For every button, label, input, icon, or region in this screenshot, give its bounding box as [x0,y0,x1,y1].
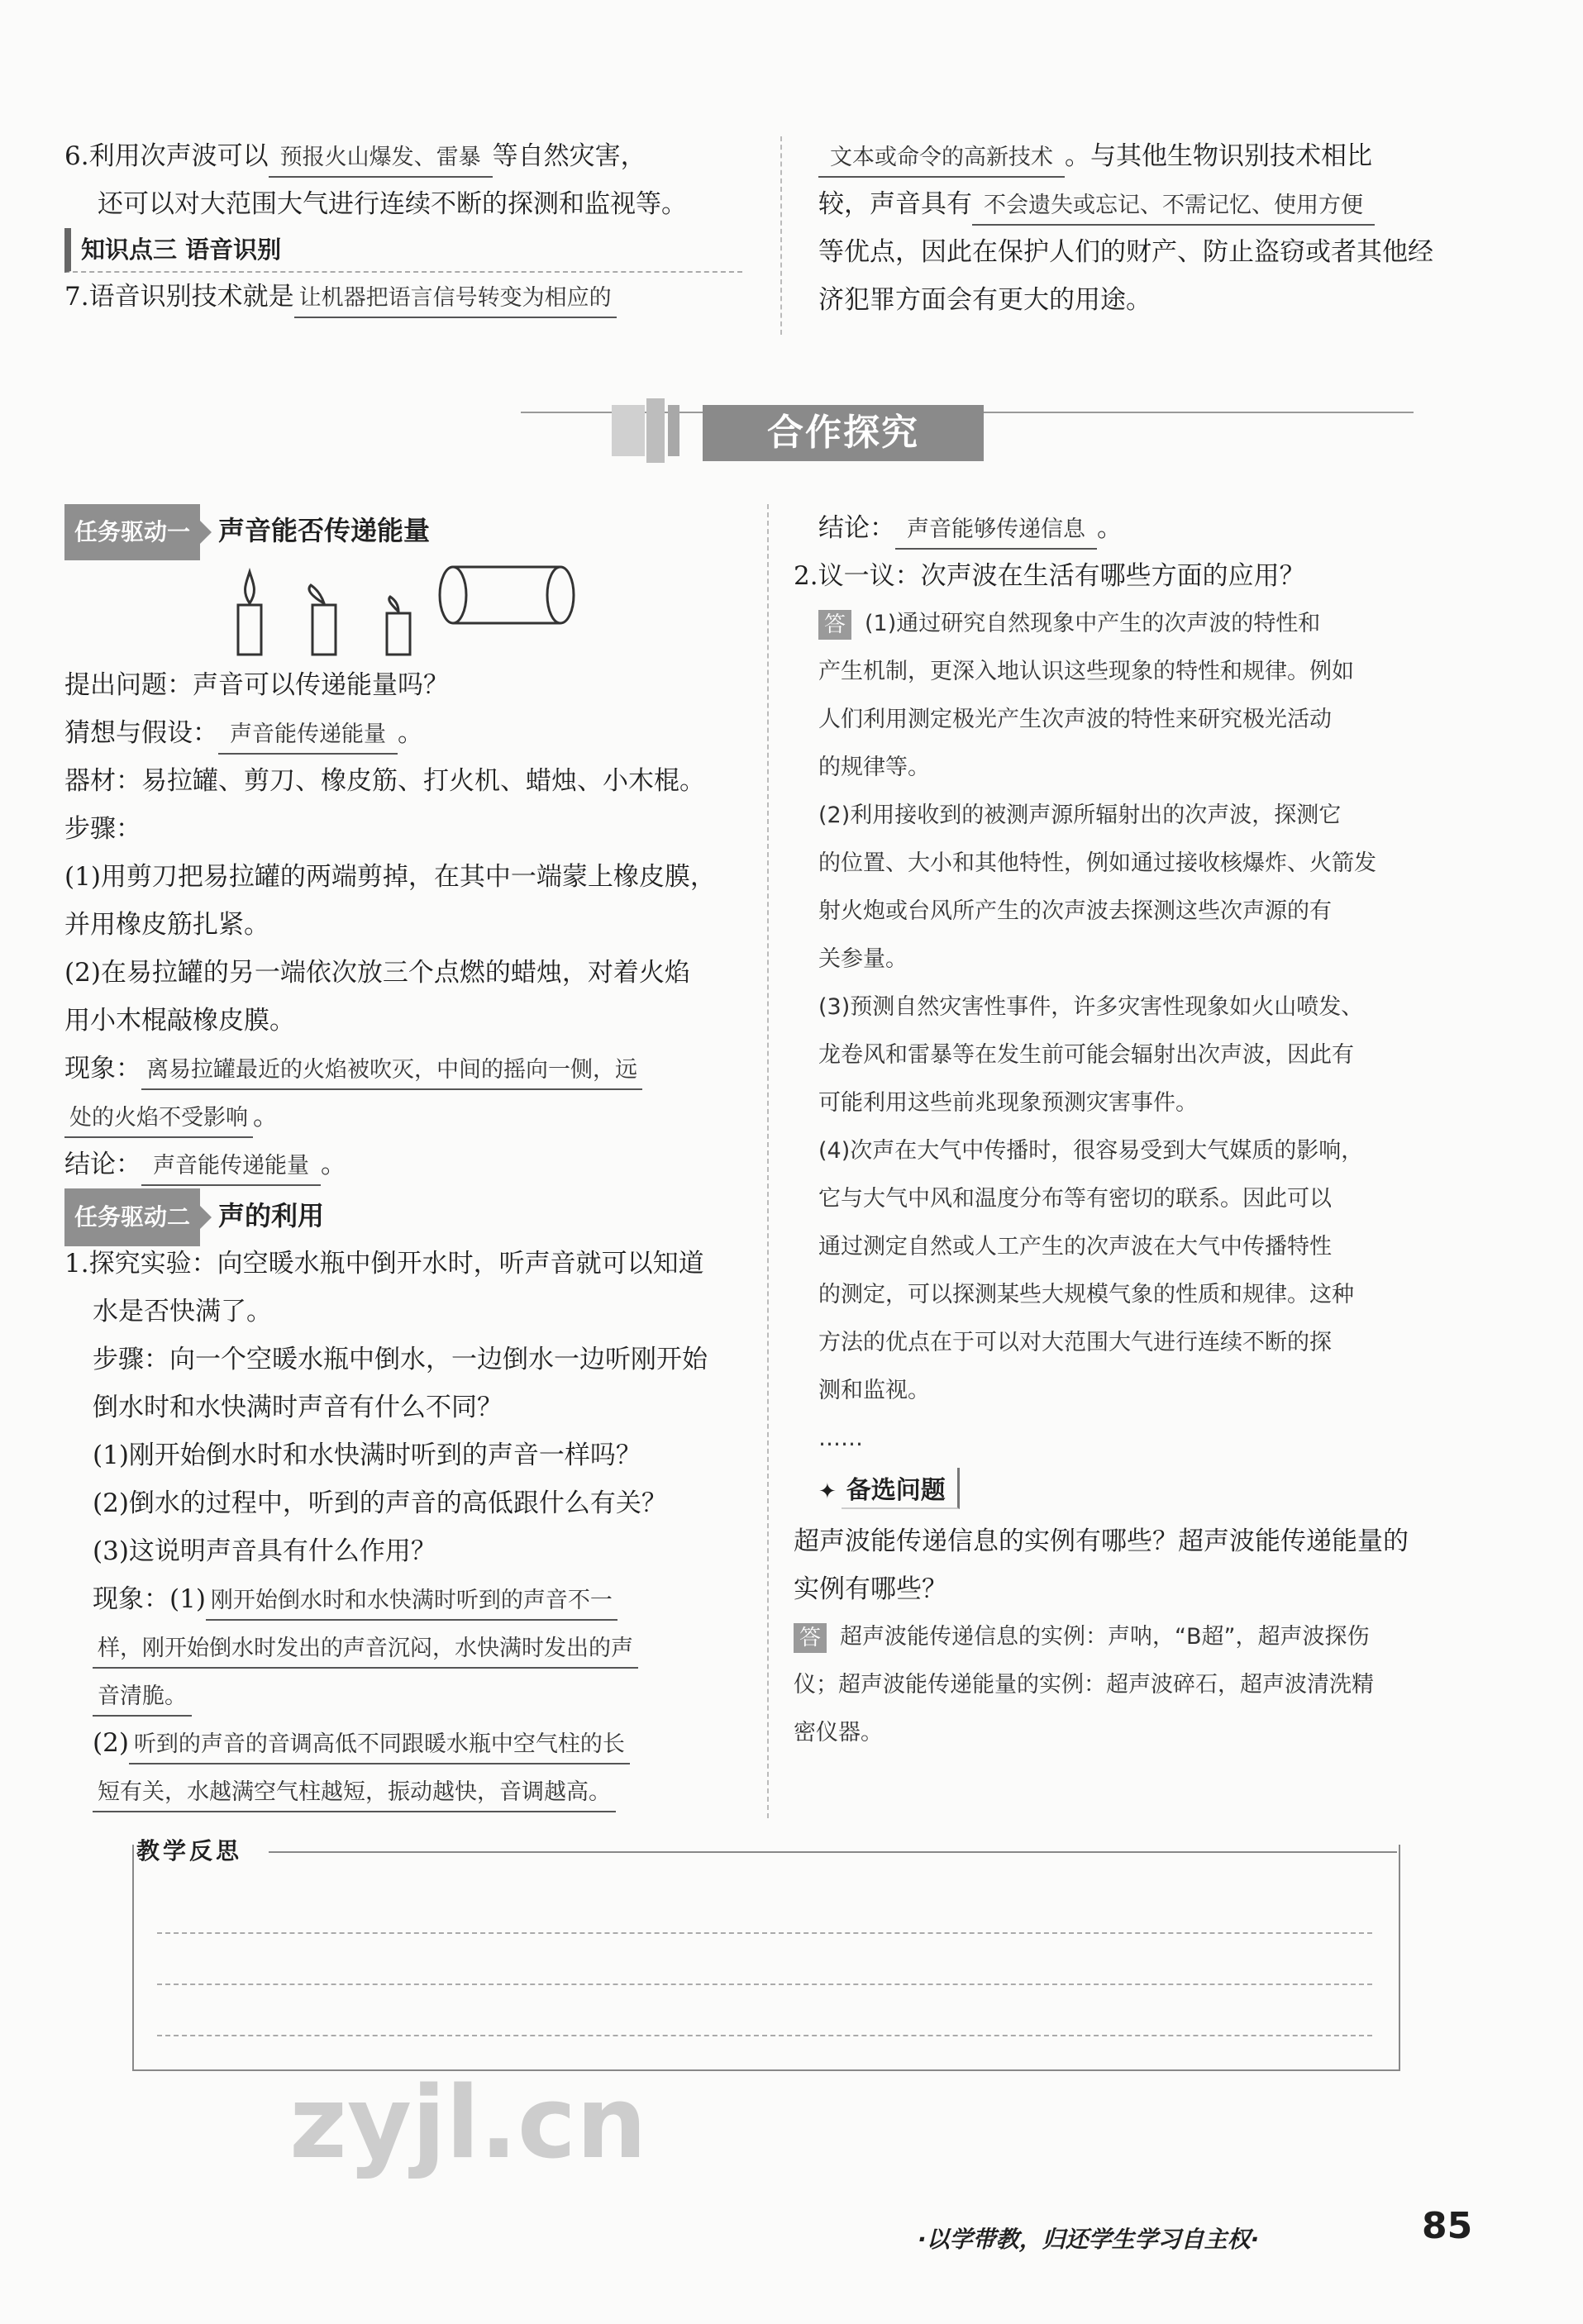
q7-text: 7.语音识别技术就是 [64,282,294,312]
concl-label: 结论： [64,1150,141,1179]
phen-answer-1: 离易拉罐最近的火焰被吹灭，中间的摇向一侧，远 [141,1052,642,1090]
reflection-top-line [269,1851,1397,1853]
spare-answer-block [794,1613,1480,1757]
task2-phen-label: 现象：(1) [93,1584,206,1614]
task2-concl-end: 。 [1097,513,1123,543]
q7-cont-line1 [818,132,1480,180]
reflection-line-2 [157,1983,1372,1985]
q6-line1 [64,132,742,180]
q7-line [64,273,742,321]
task2-phen2-label: (2) [93,1728,129,1758]
q6-answer: 预报火山爆发、雷暴 [269,140,493,178]
reflection-line-3 [157,2035,1372,2036]
q2-a1-line2: 产生机制，更深入地认识这些现象的特性和规律。例如 [818,659,1354,684]
spare-a-line3: 密仪器。 [794,1720,883,1745]
q2-a4-line5: 方法的优点在于可以对大范围大气进行连续不断的探 [818,1330,1332,1355]
spare-questions-title: 备选问题 [842,1468,960,1509]
q7-cont-line4: 济犯罪方面会有更大的用途。 [818,285,1151,315]
q6-text: 6.利用次声波可以 [64,141,269,171]
q7-answer-cont: 文本或命令的高新技术 [818,140,1065,178]
concl-answer: 声音能传递能量 [141,1148,321,1186]
task2-phen2-answer-2: 短有关，水越满空气柱越短，振动越快，音调越高。 [93,1774,616,1812]
spare-answer-badge: 答 [794,1623,827,1653]
q7-cont-line2 [818,180,1480,228]
task2-sub1: (1)刚开始倒水时和水快满时听到的声音一样吗？ [93,1441,641,1470]
reflection-line-1 [157,1932,1372,1934]
top-right-block [818,132,1480,324]
banner-decoration-icon [595,393,694,468]
banner-rule-right [984,412,1414,413]
task2-phen1-cont [64,1623,742,1671]
teaching-reflection-title: 教学反思 [136,1837,243,1864]
task1-step2: (2)在易拉罐的另一端依次放三个点燃的蜡烛，对着火焰 [64,958,690,988]
q7-answer: 让机器把语言信号转变为相应的 [294,280,617,318]
left-column [64,504,742,1815]
q6-text-end: 等自然灾害， [492,141,646,171]
q7-cont-line3: 等优点，因此在保护人们的财产、防止盗窃或者其他经 [818,237,1433,267]
q2-a4-line6: 测和监视。 [818,1378,930,1403]
task1-step2-cont: 用小木棍敲橡皮膜。 [64,1006,295,1036]
q6-line2: 还可以对大范围大气进行连续不断的探测和监视等。 [98,189,687,219]
task2-phen1-answer: 刚开始倒水时和水快满时听到的声音不一 [206,1583,617,1621]
concl-end: 。 [321,1150,346,1179]
spare-a-line2: 仪；超声波能传递能量的实例：超声波碎石，超声波清洗精 [794,1672,1374,1698]
spare-q-line2: 实例有哪些？ [794,1574,947,1604]
phen-label: 现象： [64,1054,141,1083]
task2-title: 声的利用 [218,1200,325,1231]
task2-heading [64,1188,742,1240]
task2-phen1-cont2 [64,1671,742,1719]
q2-a2-line3: 射火炮或台风所产生的次声波去探测这些次声源的有 [818,898,1332,924]
answer-badge: 答 [818,610,851,640]
q7-text-cont2: 较，声音具有 [818,189,972,219]
task1-equipment: 器材：易拉罐、剪刀、橡皮筋、打火机、蜡烛、小木棍。 [64,766,705,796]
watermark-large: zyjl.cn [289,2066,647,2181]
guess-end: 。 [398,718,423,748]
task1-question: 提出问题：声音可以传递能量吗？ [64,670,449,700]
page-number: 85 [1422,2205,1473,2247]
q2-a1-line3: 人们利用测定极光产生次声波的特性来研究极光活动 [818,707,1332,732]
task2-q1: 1.探究实验：向空暖水瓶中倒开水时，听声音就可以知道 [64,1249,704,1279]
task2-phen1-answer-3: 音清脆。 [93,1679,192,1717]
q2-a2-line2: 的位置、大小和其他特性，例如通过接收核爆炸、火箭发 [818,850,1376,876]
guess-answer: 声音能传递能量 [218,717,398,755]
q2-answer-block [818,600,1480,1463]
q2-a4-line3: 通过测定自然或人工产生的次声波在大气中传播特性 [818,1234,1332,1260]
task1-label: 任务驱动一 [64,504,200,560]
task2-phen2-cont [64,1767,742,1815]
q2-a4-line2: 它与大气中风和温度分布等有密切的联系。因此可以 [818,1186,1332,1212]
q2-a2-line4: 关参量。 [818,946,908,972]
spare-questions-heading [818,1468,1480,1509]
task1-phenomenon [64,1045,742,1093]
q2-a2-line1: (2)利用接收到的被测声源所辐射出的次声波，探测它 [818,802,1342,828]
task2-steps: 步骤：向一个空暖水瓶中倒水，一边倒水一边听刚开始 [93,1345,708,1374]
guess-label: 猜想与假设： [64,718,218,748]
footer-motto: ·以学带教，归还学生学习自主权· [918,2226,1260,2253]
q2-a4-line1: (4)次声在大气中传播时，很容易受到大气媒质的影响， [818,1138,1364,1164]
q2-a1-line4: 的规律等。 [818,755,930,780]
phen-end: 。 [253,1102,279,1131]
q2-a3-line2: 龙卷风和雷暴等在发生前可能会辐射出次声波，因此有 [818,1042,1354,1068]
task1-heading [64,504,742,554]
task2-concl-answer: 声音能够传递信息 [895,512,1097,550]
right-column [794,504,1480,1757]
task2-phen2 [64,1719,742,1767]
task2-conclusion [818,504,1480,552]
q2-ellipsis: …… [818,1426,863,1451]
task1-phenomenon-cont [64,1093,742,1141]
teaching-reflection-box [132,1845,1400,2071]
q2-a3-line3: 可能利用这些前兆现象预测灾害事件。 [818,1090,1198,1116]
task2-concl-label: 结论： [818,513,895,543]
task1-title: 声音能否传递能量 [218,515,431,546]
task2-sub3: (3)这说明声音具有什么作用？ [93,1536,436,1566]
task1-guess [64,709,742,757]
task1-step1-cont: 并用橡皮筋扎紧。 [64,910,269,940]
spare-a-line1: 超声波能传递信息的实例：声呐，“B超”，超声波探伤 [840,1624,1370,1650]
task2-label: 任务驱动二 [64,1188,200,1246]
task1-steps-label: 步骤： [64,814,141,844]
q7-text-cont: 。与其他生物识别技术相比 [1065,141,1372,171]
task2-phen1 [64,1575,742,1623]
q2-a1-line1: (1)通过研究自然现象中产生的次声波的特性和 [865,611,1321,636]
task2-phen1-answer-2: 样，刚开始倒水时发出的声音沉闷，水快满时发出的声 [93,1631,638,1669]
knowledge-point-3-heading: 知识点三 语音识别 [64,228,742,273]
q2-a4-line4: 的测定，可以探测某些大规模气象的性质和规律。这种 [818,1282,1354,1307]
task2-steps-cont: 倒水时和水快满时声音有什么不同？ [93,1393,503,1422]
task2-q2: 2.议一议：次声波在生活有哪些方面的应用？ [794,561,1305,591]
q7-answer-advantages: 不会遗失或忘记、不需记忆、使用方便 [972,188,1375,226]
task2-phen2-answer: 听到的声音的音调高低不同跟暖水瓶中空气柱的长 [129,1726,630,1764]
task2-q1-cont: 水是否快满了。 [93,1297,272,1326]
phen-answer-2: 处的火焰不受影响 [64,1100,253,1138]
column-divider [767,504,769,1818]
top-left-block [64,132,742,321]
task1-conclusion [64,1141,742,1188]
top-column-divider [780,136,782,335]
spare-q-line1: 超声波能传递信息的实例有哪些？超声波能传递能量的 [794,1526,1409,1556]
task2-sub2: (2)倒水的过程中，听到的声音的高低跟什么有关？ [93,1488,667,1518]
q2-a3-line1: (3)预测自然灾害性事件，许多灾害性现象如火山喷发、 [818,994,1364,1020]
diamond-icon: ✦ [818,1479,837,1504]
section-banner-title: 合作探究 [703,405,984,461]
candles-can-illustration [230,554,610,661]
task1-step1: (1)用剪刀把易拉罐的两端剪掉，在其中一端蒙上橡皮膜， [64,862,716,892]
